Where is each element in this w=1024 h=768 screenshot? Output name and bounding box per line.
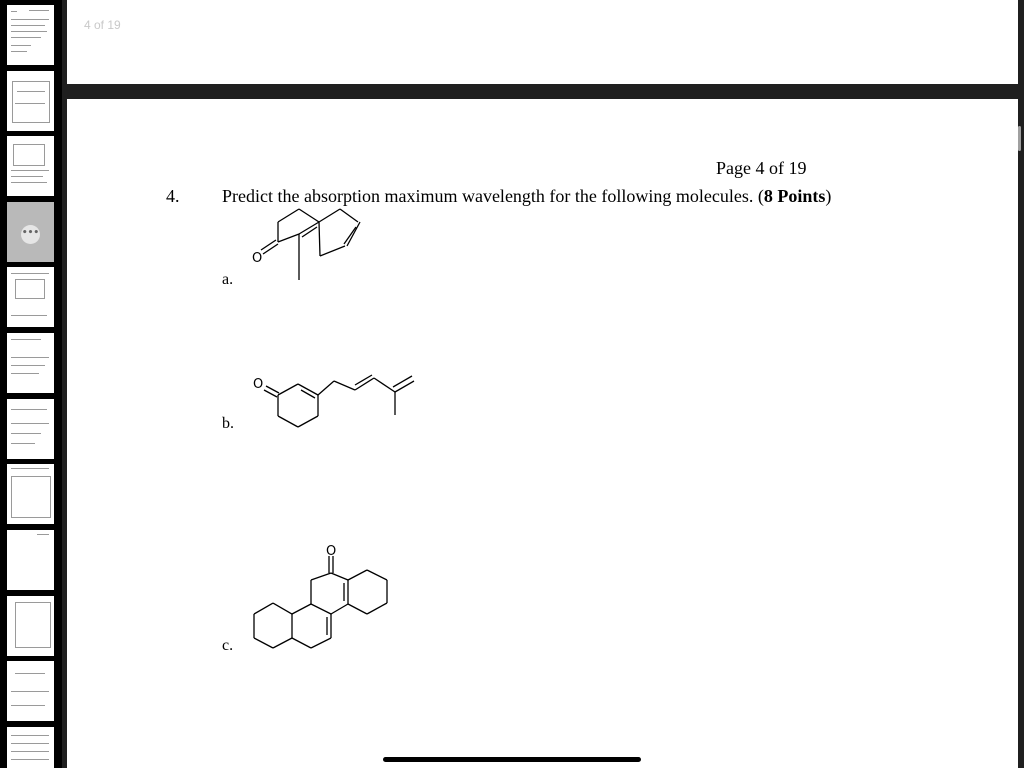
- question-number: 4.: [166, 186, 180, 206]
- page-thumbnail[interactable]: [7, 727, 54, 768]
- page-thumbnail[interactable]: [7, 71, 54, 131]
- atom-label: O: [252, 251, 263, 266]
- part-label: a.: [222, 271, 234, 288]
- page-thumbnail[interactable]: [7, 136, 54, 196]
- home-indicator[interactable]: [383, 757, 641, 762]
- page-thumbnail[interactable]: [7, 661, 54, 721]
- scrollbar[interactable]: [1018, 126, 1021, 151]
- page-header: Page 4 of 19: [716, 158, 807, 178]
- previous-page-bottom: [67, 0, 1018, 84]
- page-thumbnail[interactable]: [7, 596, 54, 656]
- thumbnail-sidebar[interactable]: [0, 0, 62, 768]
- page-thumbnail[interactable]: [7, 464, 54, 524]
- question-text: Predict the absorption maximum wavelength for the following molecules. (8 Points): [222, 186, 832, 206]
- more-options-button[interactable]: •••: [21, 225, 40, 244]
- page-counter: 4 of 19: [84, 18, 121, 32]
- page-thumbnail[interactable]: [7, 333, 54, 393]
- page-thumbnail-current[interactable]: [7, 202, 54, 262]
- page-thumbnail[interactable]: [7, 5, 54, 65]
- part-label: c.: [222, 637, 234, 654]
- page-thumbnail[interactable]: [7, 267, 54, 327]
- atom-label: O: [326, 544, 337, 559]
- page-thumbnail[interactable]: [7, 399, 54, 459]
- part-label: b.: [222, 415, 234, 432]
- points-value: 8 Points: [763, 186, 826, 206]
- page-thumbnail[interactable]: [7, 530, 54, 590]
- atom-label: O: [253, 377, 264, 392]
